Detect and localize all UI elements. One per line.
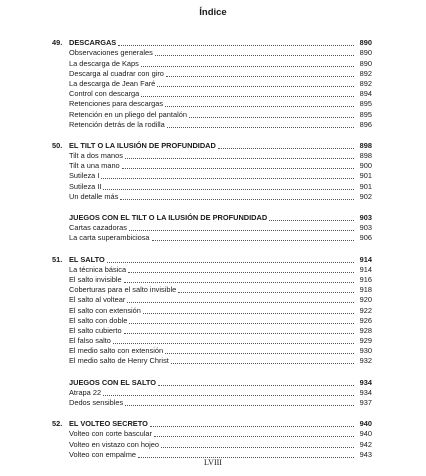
toc-entry [52, 439, 372, 449]
page-number: 903 [359, 223, 372, 233]
page-number: 932 [359, 356, 372, 366]
dot-leader [154, 436, 354, 437]
toc-section [52, 254, 372, 366]
section-title: JUEGOS CON EL TILT O LA ILUSIÓN DE PROFUNDIDAD [69, 213, 268, 222]
page-number: 901 [359, 181, 372, 191]
page-number: 922 [359, 305, 372, 315]
toc-entry [52, 233, 372, 243]
entry-label: El salto con doble [69, 315, 128, 325]
dot-leader [189, 117, 354, 118]
entry-label: Sutileza I [69, 171, 100, 181]
page-number: 890 [359, 38, 372, 48]
toc-entry [52, 275, 372, 285]
chapter-heading [52, 254, 372, 264]
chapter-heading [52, 38, 372, 48]
toc-entry [52, 326, 372, 336]
entry-label: Cartas cazadoras [69, 223, 127, 233]
entry-label: El salto al voltear [69, 295, 126, 305]
dot-leader [103, 395, 354, 396]
dot-leader [118, 45, 354, 46]
page-number: 895 [359, 99, 372, 109]
entry-label: Descarga al cuadrar con giro [69, 68, 164, 78]
section-title: EL VOLTEO SECRETO [69, 419, 148, 429]
entry-label: La carta superambiciosa [69, 233, 150, 243]
section-title: EL TILT O LA ILUSIÓN DE PROFUNDIDAD [69, 140, 216, 150]
page-number: 940 [359, 429, 372, 439]
entry-label: Control con descarga [69, 89, 140, 99]
toc-entry [52, 171, 372, 181]
chapter-heading [52, 141, 372, 151]
entry-label: Volteo con corte bascular [69, 429, 152, 439]
entry-label: El salto con extensión [69, 305, 141, 315]
section-title: DESCARGAS [69, 38, 117, 48]
entry-label: El salto invisible [69, 274, 122, 284]
page-number: 903 [359, 213, 372, 222]
page-number: 920 [359, 295, 372, 305]
toc-entry [52, 79, 372, 89]
toc-entry [52, 109, 372, 119]
page-number: 934 [359, 377, 372, 387]
page-number: 892 [359, 68, 372, 78]
toc-entry [52, 181, 372, 191]
entry-label: El salto cubierto [69, 325, 122, 335]
page-number: 900 [359, 161, 372, 171]
entry-label: Retención detrás de la rodilla [69, 119, 165, 129]
toc-entry [52, 58, 372, 68]
page-number: 943 [359, 449, 372, 459]
toc-entry [52, 89, 372, 99]
dot-leader [178, 292, 354, 293]
dot-leader [141, 66, 354, 67]
page-number: 890 [359, 48, 372, 58]
page-number: 940 [359, 419, 372, 429]
entry-label: Coberturas para el salto invisible [69, 285, 177, 295]
dot-leader [129, 230, 354, 231]
entry-label: Volteo con empalme [69, 449, 136, 459]
dot-leader [103, 189, 354, 190]
dot-leader [171, 363, 354, 364]
entry-label: La descarga de Kaps [69, 58, 139, 68]
toc-entry [52, 388, 372, 398]
dot-leader [152, 240, 354, 241]
toc-entry [52, 265, 372, 275]
toc-entry [52, 161, 372, 171]
page-number: 898 [359, 140, 372, 150]
toc-entry [52, 305, 372, 315]
page-number: 926 [359, 315, 372, 325]
dot-leader [124, 282, 354, 283]
page-number: 890 [359, 58, 372, 68]
page-number: 892 [359, 78, 372, 88]
dot-leader [125, 405, 354, 406]
entry-label: La técnica básica [69, 264, 127, 274]
dot-leader [166, 76, 354, 77]
dot-leader [167, 127, 354, 128]
page-number: 898 [359, 151, 372, 161]
toc-entry [52, 285, 372, 295]
dot-leader [141, 96, 354, 97]
entry-label: El medio salto con extensión [69, 346, 164, 356]
entry-label: La descarga de Jean Faré [69, 78, 156, 88]
dot-leader [161, 447, 354, 448]
chapter-number: 49. [52, 38, 63, 48]
toc-entry [52, 69, 372, 79]
page-number: 934 [359, 387, 372, 397]
page-number: 901 [359, 171, 372, 181]
page-number: 942 [359, 439, 372, 449]
dot-leader [129, 323, 354, 324]
entry-label: Sutileza II [69, 181, 102, 191]
entry-label: Tilt a una mano [69, 161, 120, 171]
dot-leader [157, 86, 354, 87]
dot-leader [127, 302, 354, 303]
entry-label: Atrapa 22 [69, 387, 102, 397]
dot-leader [122, 168, 354, 169]
page-header: Índice [199, 7, 227, 18]
toc-entry [52, 429, 372, 439]
page-number: 914 [359, 264, 372, 274]
dot-leader [165, 353, 354, 354]
toc-entry [52, 192, 372, 202]
toc-entry [52, 398, 372, 408]
toc-section [52, 38, 372, 130]
toc-entry [52, 120, 372, 130]
dot-leader [150, 426, 354, 427]
toc-entry [52, 295, 372, 305]
dot-leader [158, 385, 354, 386]
chapter-number: 50. [52, 140, 63, 150]
page-number: 928 [359, 325, 372, 335]
dot-leader [101, 178, 354, 179]
dot-leader [125, 158, 354, 159]
dot-leader [128, 272, 354, 273]
toc-entry [52, 99, 372, 109]
entry-label: Retención en un pliego del pantalón [69, 109, 187, 119]
dot-leader [124, 333, 354, 334]
entry-label: Retenciones para descargas [69, 99, 164, 109]
dot-leader [155, 55, 354, 56]
page-number: 916 [359, 274, 372, 284]
dot-leader [143, 313, 354, 314]
section-title: EL SALTO [69, 254, 105, 264]
page-number: 914 [359, 254, 372, 264]
entry-label: Un detalle más [69, 191, 119, 201]
entry-label: Observaciones generales [69, 48, 153, 58]
dot-leader [107, 262, 354, 263]
toc-section [52, 377, 372, 408]
entry-label: Volteo en vistazo con hojeo [69, 439, 159, 449]
chapter-number: 52. [52, 419, 63, 429]
dot-leader [165, 106, 354, 107]
page-number: 929 [359, 336, 372, 346]
chapter-heading [52, 419, 372, 429]
toc-section [52, 141, 372, 202]
page-number: 918 [359, 285, 372, 295]
toc-section [52, 419, 372, 460]
subsection-heading [52, 377, 372, 387]
page-number: 894 [359, 89, 372, 99]
toc-entry [52, 151, 372, 161]
toc-entry [52, 336, 372, 346]
toc-section [52, 213, 372, 244]
page-number: 902 [359, 191, 372, 201]
page-number: 895 [359, 109, 372, 119]
dot-leader [113, 343, 354, 344]
entry-label: Dedos sensibles [69, 398, 124, 407]
page-number-footer: LVIII [204, 458, 222, 467]
table-of-contents [52, 38, 372, 471]
toc-entry [52, 356, 372, 366]
page-number: 906 [359, 233, 372, 243]
page-number: 896 [359, 119, 372, 129]
toc-entry [52, 316, 372, 326]
toc-entry [52, 223, 372, 233]
subsection-heading [52, 213, 372, 223]
page-number: 930 [359, 346, 372, 356]
toc-entry [52, 48, 372, 58]
dot-leader [120, 199, 354, 200]
page-number: 937 [359, 398, 372, 407]
section-title: JUEGOS CON EL SALTO [69, 377, 157, 387]
entry-label: Tilt a dos manos [69, 151, 123, 161]
dot-leader [269, 220, 354, 221]
dot-leader [218, 148, 354, 149]
toc-entry [52, 346, 372, 356]
chapter-number: 51. [52, 254, 63, 264]
entry-label: El falso salto [69, 336, 111, 346]
entry-label: El medio salto de Henry Christ [69, 356, 169, 366]
